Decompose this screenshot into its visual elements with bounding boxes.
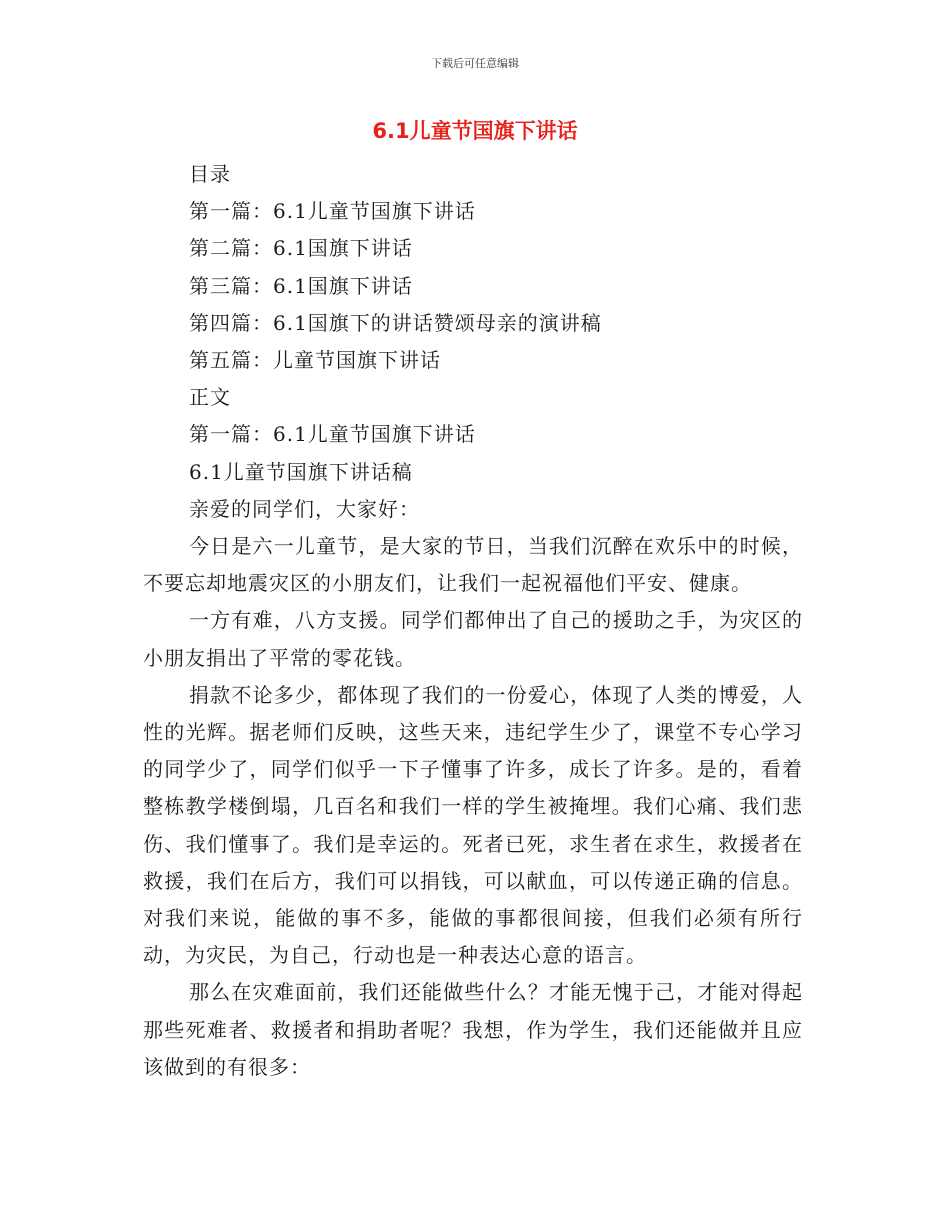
document-content xyxy=(143,156,803,1086)
section-title: 第一篇：6.1儿童节国旗下讲话 xyxy=(189,422,476,447)
header-note: 下载后可任意编辑 xyxy=(431,57,519,70)
paragraph-4: 那么在灾难面前，我们还能做些什么？才能无愧于己，才能对得起那些死难者、救援者和捐助者呢？我想，作为学生，我们还能做并且应该做到的有很多： xyxy=(143,980,803,1079)
speech-title: 6.1儿童节国旗下讲话稿 xyxy=(189,459,413,484)
toc-item-1: 第一篇：6.1儿童节国旗下讲话 xyxy=(189,199,476,224)
paragraph-2: 一方有难，八方支援。同学们都伸出了自己的援助之手，为灾区的小朋友捐出了平常的零花钱。 xyxy=(143,608,803,670)
paragraph-1: 今日是六一儿童节，是大家的节日，当我们沉醉在欢乐中的时候，不要忘却地震灾区的小朋友们，让我们一起祝福他们平安、健康。 xyxy=(143,534,803,596)
body-heading: 正文 xyxy=(189,385,231,410)
greeting: 亲爱的同学们，大家好： xyxy=(189,496,420,521)
toc-item-2: 第二篇：6.1国旗下讲话 xyxy=(189,236,413,261)
toc-item-4: 第四篇：6.1国旗下的讲话赞颂母亲的演讲稿 xyxy=(189,310,602,335)
toc-item-5: 第五篇：儿童节国旗下讲话 xyxy=(189,348,441,373)
toc-heading: 目录 xyxy=(189,162,231,186)
document-title: 6.1儿童节国旗下讲话 xyxy=(372,119,578,143)
paragraph-3: 捐款不论多少，都体现了我们的一份爱心，体现了人类的博爱，人性的光辉。据老师们反映，这些天来，违纪学生少了，课堂不专心学习的同学少了，同学们似乎一下子懂事了许多，成长了许多。是的，看着整栋教学楼倒塌，几百名和我们一样的学生被掩埋。我们心痛、我们悲伤、我们懂事了。我们是幸运的。死者已死，求生者在求生，救援者在救援，我们在后方，我们可以捐钱，可以献血，可以传递正确的信息。对我们来说，能做的事不多，能做的事都很间接，但我们必须有所行动，为灾民，为自己，行动也是一种表达心意的语言。 xyxy=(143,682,803,968)
toc-item-3: 第三篇：6.1国旗下讲话 xyxy=(189,273,413,298)
